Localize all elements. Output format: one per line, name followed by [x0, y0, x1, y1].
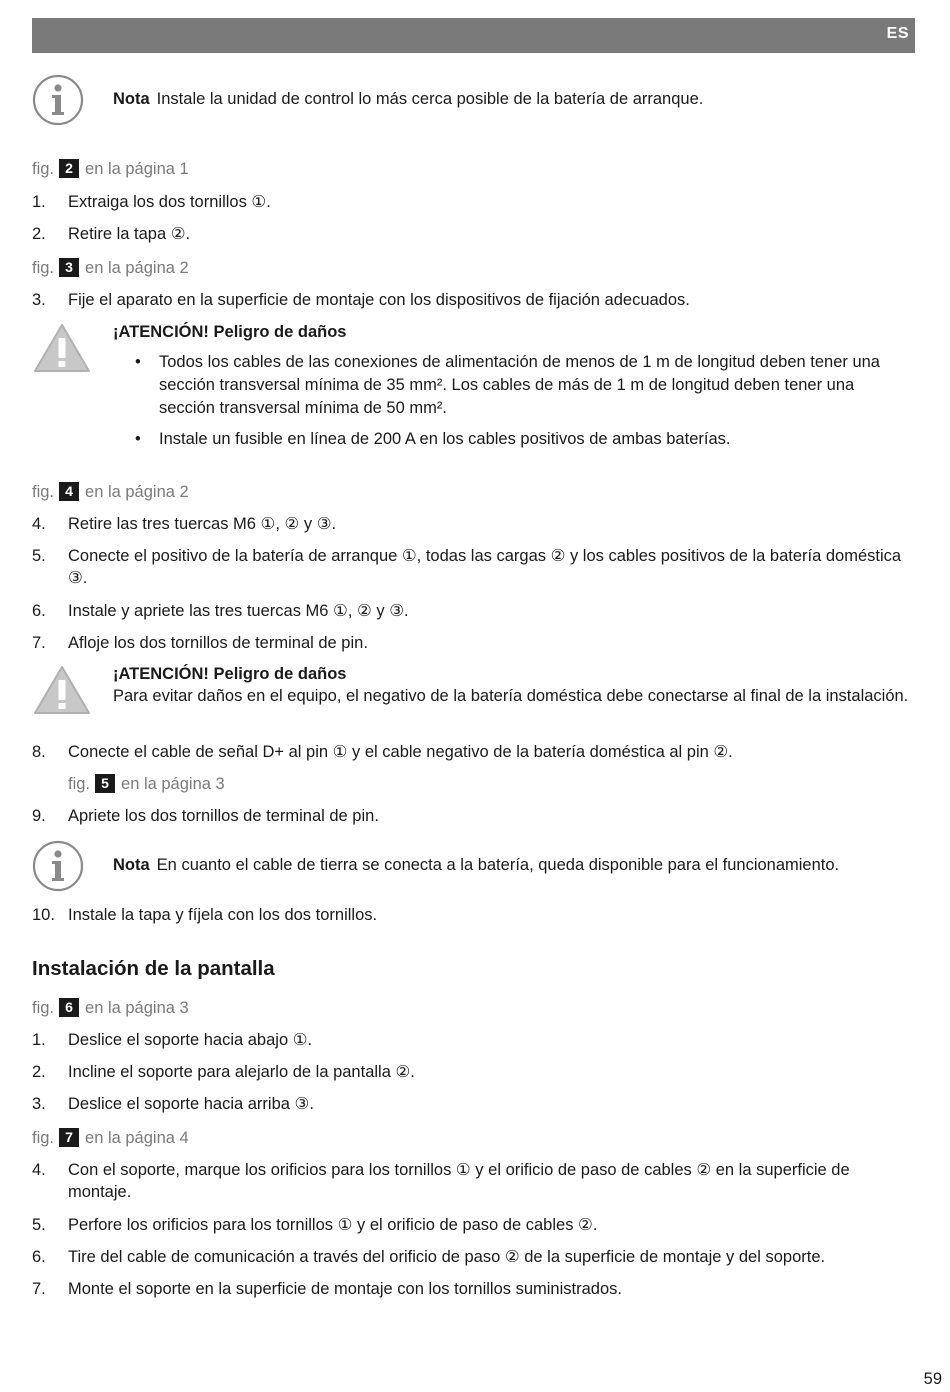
- fig-prefix: fig.: [32, 483, 55, 501]
- step-text: Conecte el cable de señal D+ al pin ① y el cable negativo de la batería doméstica al pin ②.: [68, 743, 733, 761]
- fig-number-badge: 3: [59, 258, 79, 277]
- step-number: 4.: [32, 1161, 46, 1179]
- step-number: 2.: [32, 225, 46, 243]
- language-code: ES: [886, 25, 909, 42]
- note-1: [113, 88, 913, 110]
- step-item: [32, 223, 917, 245]
- step-number: 6.: [32, 602, 46, 620]
- step-item: [32, 1061, 917, 1083]
- section-heading: Instalación de la pantalla: [32, 957, 275, 980]
- fig-number-badge: 6: [59, 998, 79, 1017]
- fig-prefix: fig.: [32, 259, 55, 277]
- step-item: [32, 1214, 917, 1236]
- step-text: Instale y apriete las tres tuercas M6 ①, ② y ③.: [68, 602, 409, 620]
- step-item: [32, 1159, 917, 1203]
- bullet-item: [113, 428, 913, 451]
- fig-page-ref: en la página 1: [85, 160, 189, 178]
- warning-title: ¡ATENCIÓN! Peligro de daños: [113, 665, 347, 683]
- warning-icon: [32, 664, 92, 716]
- fig-prefix: fig.: [68, 775, 91, 793]
- step-item: [32, 513, 917, 535]
- note-label: Nota: [113, 90, 150, 108]
- step-text: Extraiga los dos tornillos ①.: [68, 193, 271, 211]
- step-number: 7.: [32, 634, 46, 652]
- fig-page-ref: en la página 2: [85, 483, 189, 501]
- step-number: 5.: [32, 1216, 46, 1234]
- step-item: [32, 1246, 917, 1268]
- fig-prefix: fig.: [32, 1129, 55, 1147]
- step-number: 4.: [32, 515, 46, 533]
- step-text: Deslice el soporte hacia abajo ①.: [68, 1031, 313, 1049]
- bullet-text: Instale un fusible en línea de 200 A en los cables positivos de ambas baterías.: [159, 430, 731, 448]
- info-icon: [32, 74, 84, 126]
- step-item: [32, 1093, 917, 1115]
- warning-block: [113, 663, 913, 707]
- warning-icon: [32, 322, 92, 374]
- note-2: [113, 854, 913, 876]
- header-bar: [32, 18, 915, 53]
- step-number: 9.: [32, 807, 46, 825]
- step-number: 5.: [32, 547, 46, 565]
- bullet-dot: •: [135, 430, 141, 448]
- step-text: Instale la tapa y fíjela con los dos tornillos.: [68, 906, 378, 924]
- step-text: Con el soporte, marque los orificios para los tornillos ① y el orificio de paso de cables ② en la superficie de montaje.: [68, 1161, 850, 1201]
- step-text: Fije el aparato en la superficie de montaje con los dispositivos de fijación adecuados.: [68, 291, 690, 309]
- step-text: Afloje los dos tornillos de terminal de pin.: [68, 634, 368, 652]
- note-label: Nota: [113, 856, 150, 874]
- warning-text: Para evitar daños en el equipo, el negativo de la batería doméstica debe conectarse al final de la instalación.: [113, 687, 909, 705]
- step-text: Incline el soporte para alejarlo de la pantalla ②.: [68, 1063, 415, 1081]
- step-number: 6.: [32, 1248, 46, 1266]
- fig-number-badge: 7: [59, 1128, 79, 1147]
- note-text: Instale la unidad de control lo más cerca posible de la batería de arranque.: [156, 90, 704, 108]
- figure-reference: [32, 158, 189, 180]
- step-number: 3.: [32, 291, 46, 309]
- info-icon: [32, 840, 84, 892]
- step-text: Retire la tapa ②.: [68, 225, 191, 243]
- fig-number-badge: 4: [59, 482, 79, 501]
- step-number: 1.: [32, 1031, 46, 1049]
- step-item: [32, 632, 917, 654]
- fig-prefix: fig.: [32, 160, 55, 178]
- step-item: [32, 545, 917, 589]
- step-item: [32, 904, 917, 926]
- figure-reference: [32, 481, 189, 503]
- step-text: Retire las tres tuercas M6 ①, ② y ③.: [68, 515, 337, 533]
- step-number: 3.: [32, 1095, 46, 1113]
- step-text: Monte el soporte en la superficie de montaje con los tornillos suministrados.: [68, 1280, 622, 1298]
- figure-reference: [32, 257, 189, 279]
- step-item: [32, 289, 917, 311]
- step-text: Tire del cable de comunicación a través del orificio de paso ② de la superficie de montaje y del soporte.: [68, 1248, 826, 1266]
- fig-page-ref: en la página 3: [85, 999, 189, 1017]
- fig-page-ref: en la página 2: [85, 259, 189, 277]
- page-number: 59: [923, 1370, 942, 1388]
- step-number: 10.: [32, 906, 55, 924]
- step-item: [32, 1029, 917, 1051]
- step-text: Perfore los orificios para los tornillos ① y el orificio de paso de cables ②.: [68, 1216, 598, 1234]
- fig-number-badge: 2: [59, 159, 79, 178]
- fig-page-ref: en la página 3: [121, 775, 225, 793]
- figure-reference: [32, 997, 189, 1019]
- bullet-item: [113, 351, 913, 420]
- step-item: [32, 600, 917, 622]
- step-number: 2.: [32, 1063, 46, 1081]
- step-number: 1.: [32, 193, 46, 211]
- figure-reference: [68, 773, 225, 795]
- fig-number-badge: 5: [95, 774, 115, 793]
- warning-title: ¡ATENCIÓN! Peligro de daños: [113, 323, 347, 341]
- step-item: [32, 741, 917, 763]
- step-text: Apriete los dos tornillos de terminal de pin.: [68, 807, 379, 825]
- step-number: 7.: [32, 1280, 46, 1298]
- step-number: 8.: [32, 743, 46, 761]
- step-item: [32, 805, 917, 827]
- bullet-text: Todos los cables de las conexiones de alimentación de menos de 1 m de longitud deben tener una sección transversal mínima de 35 mm². Los cables de más de 1 m de longitud deben tener una sección transversal mínima de 50 mm².: [159, 353, 880, 417]
- step-text: Conecte el positivo de la batería de arranque ①, todas las cargas ② y los cables positivos de la batería doméstica ③.: [68, 547, 902, 587]
- fig-page-ref: en la página 4: [85, 1129, 189, 1147]
- bullet-dot: •: [135, 353, 141, 371]
- fig-prefix: fig.: [32, 999, 55, 1017]
- step-text: Deslice el soporte hacia arriba ③.: [68, 1095, 314, 1113]
- step-item: [32, 1278, 917, 1300]
- step-item: [32, 191, 917, 213]
- figure-reference: [32, 1127, 189, 1149]
- warning-block: [113, 321, 913, 451]
- note-text: En cuanto el cable de tierra se conecta a la batería, queda disponible para el funcionamiento.: [156, 856, 840, 874]
